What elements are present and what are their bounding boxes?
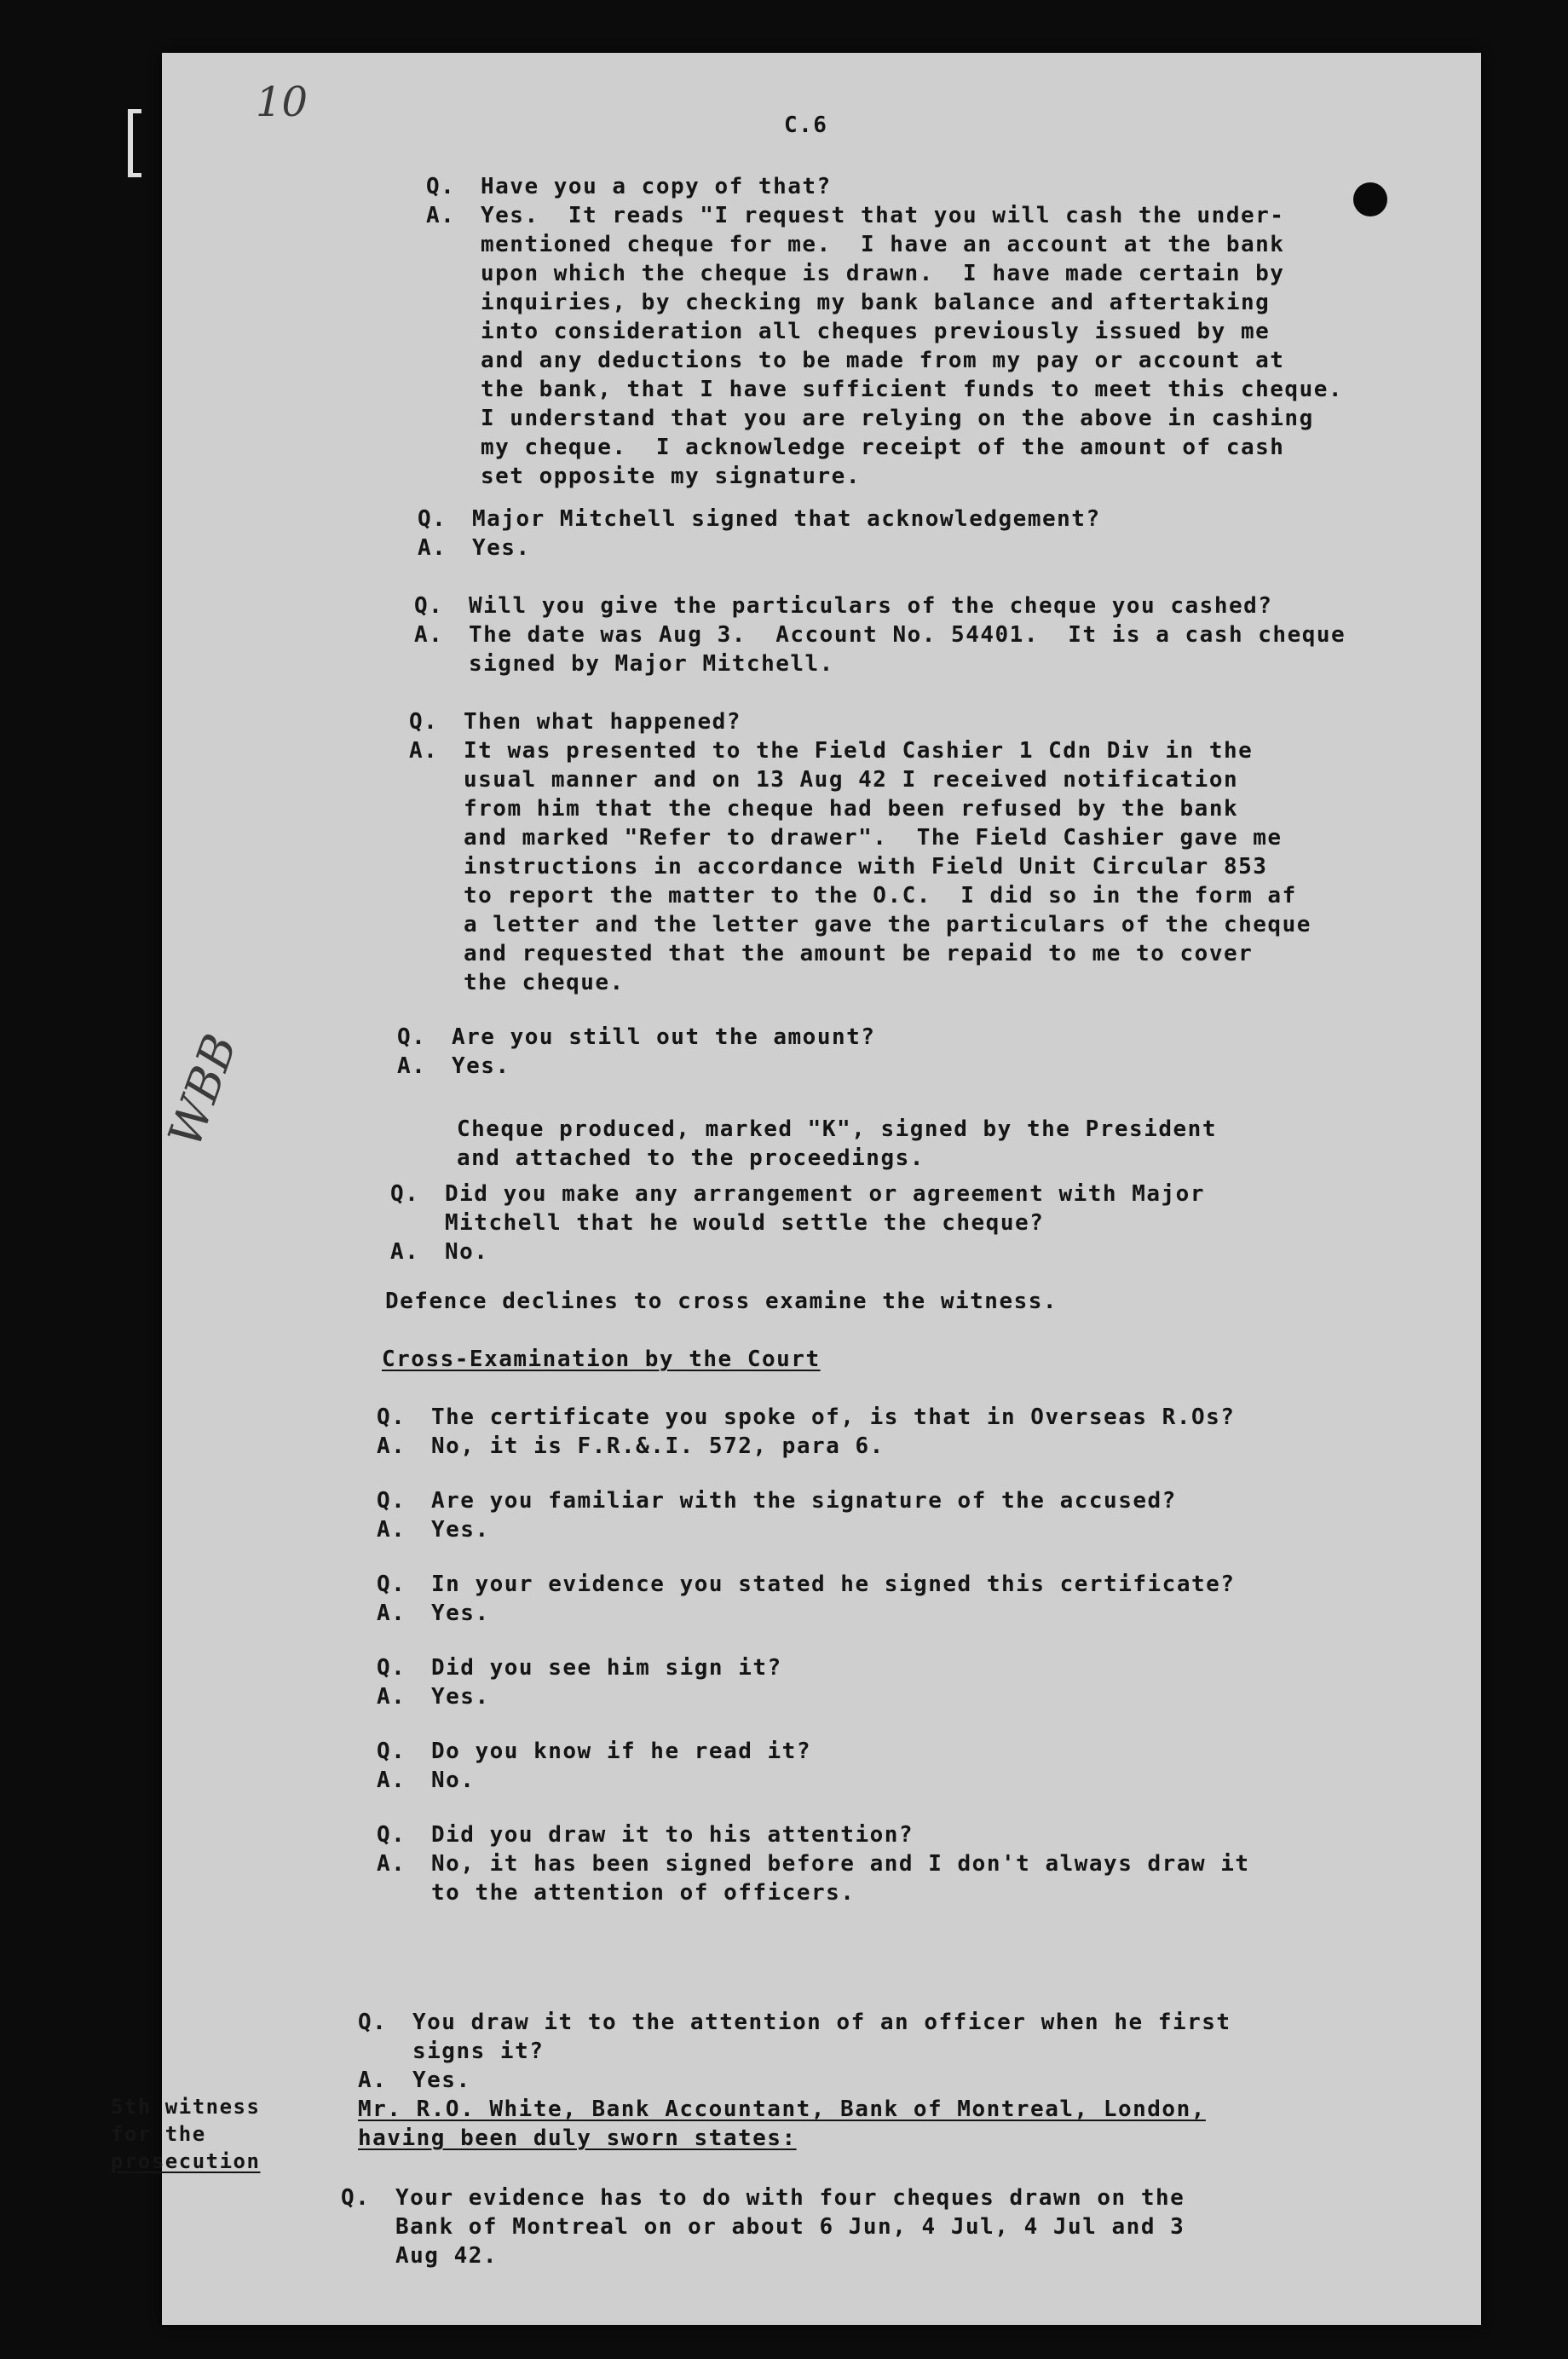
- q-tag: Q.: [341, 2185, 371, 2211]
- margin-bracket-mark: [128, 109, 141, 177]
- note-line: and attached to the proceedings.: [457, 1145, 925, 1171]
- cross-answer-line: to the attention of officers.: [431, 1880, 856, 1906]
- page-number: C.6: [784, 112, 828, 138]
- cross-question: Do you know if he read it?: [431, 1739, 811, 1764]
- question-text: Will you give the particulars of the cheque you cashed?: [469, 593, 1273, 619]
- a-tag: A.: [358, 2068, 388, 2093]
- qa-block-arrangement: [390, 1180, 1205, 1266]
- answer-line: Yes. It reads "I request that you will cash the under-: [481, 203, 1285, 228]
- cross-answer: Yes.: [431, 1517, 490, 1543]
- cross-examination-heading: Cross-Examination by the Court: [382, 1347, 821, 1372]
- answer-text: Yes.: [472, 535, 531, 561]
- answer-line: signed by Major Mitchell.: [469, 651, 834, 677]
- question-line: Bank of Montreal on or about 6 Jun, 4 Jul, 4 Jul and 3: [395, 2214, 1185, 2240]
- cross-answer-line: No, it has been signed before and I don't always draw it: [431, 1851, 1250, 1877]
- q-tag: Q.: [418, 506, 447, 532]
- q-tag: Q.: [390, 1181, 420, 1207]
- qa-block-four-cheques: [341, 2183, 1185, 2270]
- q-tag: Q.: [377, 1822, 406, 1848]
- answer-line: instructions in accordance with Field Unit Circular 853: [464, 854, 1268, 880]
- cross-answer: No, it is F.R.&.I. 572, para 6.: [431, 1433, 885, 1459]
- answer-line: The date was Aug 3. Account No. 54401. It is a cash cheque: [469, 622, 1346, 648]
- question-text: Major Mitchell signed that acknowledgement?: [472, 506, 1101, 532]
- question-line: Did you make any arrangement or agreement with Major: [445, 1181, 1205, 1207]
- cross-answer: Yes.: [431, 1684, 490, 1710]
- q-tag: Q.: [377, 1739, 406, 1764]
- note-line: Cheque produced, marked "K", signed by the President: [457, 1116, 1217, 1142]
- cross-question: The certificate you spoke of, is that in Overseas R.Os?: [431, 1404, 1236, 1430]
- handwritten-initials: WBB: [158, 1027, 248, 1154]
- question-line: Your evidence has to do with four cheques drawn on the: [395, 2185, 1185, 2211]
- document-page: [111, 53, 1481, 2325]
- answer-line: to report the matter to the O.C. I did so in the form af: [464, 883, 1297, 908]
- a-tag: A.: [426, 203, 456, 228]
- answer-line: usual manner and on 13 Aug 42 I received notification: [464, 767, 1239, 793]
- answer-text: No.: [445, 1239, 489, 1265]
- a-tag: A.: [377, 1684, 406, 1710]
- qa-block-copy: [426, 172, 1461, 491]
- margin-line: 5th witness: [111, 2095, 261, 2119]
- answer-line: mentioned cheque for me. I have an account at the bank: [481, 232, 1285, 257]
- a-tag: A.: [377, 1517, 406, 1543]
- answer-line: and marked "Refer to drawer". The Field Cashier gave me: [464, 825, 1283, 851]
- answer: [426, 201, 1461, 491]
- witness-intro-line: Mr. R.O. White, Bank Accountant, Bank of Montreal, London,: [358, 2097, 1206, 2122]
- answer-line: and requested that the amount be repaid to me to cover: [464, 941, 1254, 966]
- answer-line: I understand that you are relying on the above in cashing: [481, 406, 1314, 431]
- answer-line: a letter and the letter gave the particulars of the cheque: [464, 912, 1311, 937]
- cross-question: Did you see him sign it?: [431, 1655, 782, 1681]
- answer-line: inquiries, by checking my bank balance and aftertaking: [481, 290, 1271, 315]
- a-tag: A.: [377, 1433, 406, 1459]
- q-tag: Q.: [414, 593, 444, 619]
- q-tag: Q.: [409, 709, 439, 735]
- witness-intro-line: having been duly sworn states:: [358, 2125, 797, 2151]
- qa-block-particulars: [414, 591, 1346, 678]
- qa-block-what-happened: [409, 707, 1311, 997]
- answer-line: the bank, that I have sufficient funds to meet this cheque.: [481, 377, 1344, 402]
- cheque-produced-note: [457, 1115, 1217, 1173]
- q-tag: Q.: [377, 1404, 406, 1430]
- answer-line: from him that the cheque had been refused by the bank: [464, 796, 1239, 822]
- q-tag: Q.: [397, 1024, 427, 1050]
- answer-line: and any deductions to be made from my pay or account at: [481, 348, 1285, 373]
- a-tag: A.: [414, 622, 444, 648]
- answer-line: my cheque. I acknowledge receipt of the amount of cash: [481, 435, 1285, 460]
- margin-line: for the: [111, 2122, 206, 2146]
- question-line: Aug 42.: [395, 2243, 499, 2269]
- answer-line: set opposite my signature.: [481, 464, 861, 489]
- qa-block-still-out: [397, 1023, 875, 1081]
- cross-question: Are you familiar with the signature of the accused?: [431, 1488, 1177, 1514]
- handwritten-page-mark: 10: [256, 78, 308, 126]
- cross-question: Did you draw it to his attention?: [431, 1822, 914, 1848]
- question-text: Are you still out the amount?: [452, 1024, 876, 1050]
- a-tag: A.: [377, 1851, 406, 1877]
- q-tag: Q.: [426, 174, 456, 199]
- witness-margin-note: [111, 2093, 260, 2175]
- answer-line: the cheque.: [464, 970, 625, 995]
- q-tag: Q.: [377, 1655, 406, 1681]
- answer-text: Yes.: [452, 1053, 510, 1079]
- cross-answer: No.: [431, 1768, 476, 1793]
- qa-block-first-signs: [358, 2008, 1231, 2095]
- question-text: Then what happened?: [464, 709, 741, 735]
- answer-line: into consideration all cheques previously issued by me: [481, 319, 1271, 344]
- question-line: Mitchell that he would settle the cheque?: [445, 1210, 1045, 1236]
- cross-question: In your evidence you stated he signed this certificate?: [431, 1572, 1236, 1597]
- answer-text: Yes.: [412, 2068, 471, 2093]
- a-tag: A.: [377, 1768, 406, 1793]
- a-tag: A.: [397, 1053, 427, 1079]
- qa-block-acknowledgement: [418, 505, 1101, 562]
- margin-line: prosecution: [111, 2149, 261, 2173]
- witness-intro: [358, 2095, 1206, 2153]
- a-tag: A.: [377, 1601, 406, 1626]
- defence-note: Defence declines to cross examine the witness.: [385, 1289, 1058, 1314]
- answer-line: It was presented to the Field Cashier 1 Cdn Div in the: [464, 738, 1254, 764]
- q-tag: Q.: [377, 1572, 406, 1597]
- a-tag: A.: [390, 1239, 420, 1265]
- question: [426, 172, 1461, 201]
- q-tag: Q.: [377, 1488, 406, 1514]
- cross-answer: Yes.: [431, 1601, 490, 1626]
- cross-examination-list: [377, 1403, 1250, 1907]
- question-text: Have you a copy of that?: [481, 174, 832, 199]
- a-tag: A.: [409, 738, 439, 764]
- a-tag: A.: [418, 535, 447, 561]
- answer-line: upon which the cheque is drawn. I have made certain by: [481, 261, 1285, 286]
- question-line: You draw it to the attention of an officer when he first: [412, 2010, 1231, 2035]
- q-tag: Q.: [358, 2010, 388, 2035]
- question-line: signs it?: [412, 2039, 545, 2064]
